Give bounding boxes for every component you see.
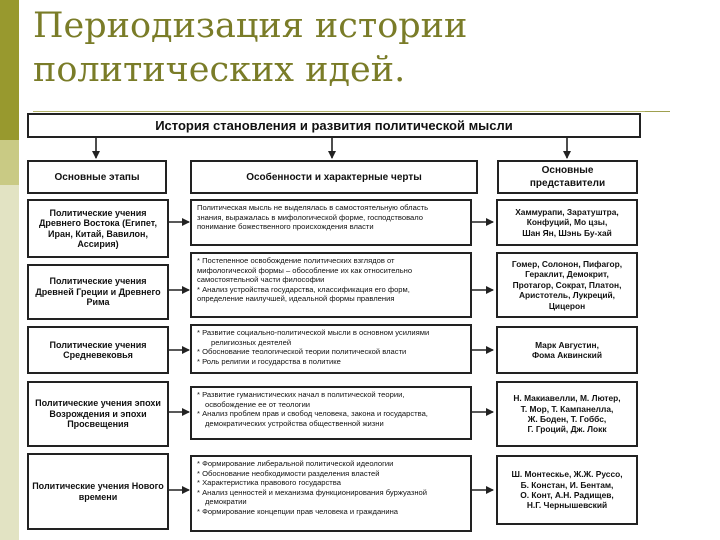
stage-ancient-greece-rome: Политические учения Древней Греции и Древнего Рима	[27, 264, 169, 320]
features-ancient-east	[190, 199, 472, 246]
feature-line: * Роль религии и государства в политике	[197, 356, 341, 366]
representative-line: Ж. Боден, Т. Гоббс,	[527, 414, 607, 424]
representatives-renaissance-enlightenment	[496, 381, 638, 447]
representative-line: Т. Мор, Т. Кампанелла,	[520, 403, 614, 414]
representative-line: Шан Ян, Шэнь Бу-хай	[522, 227, 612, 238]
features-renaissance-enlightenment	[190, 386, 472, 440]
features-ancient-greece-rome	[190, 252, 472, 318]
representatives-modern-times	[496, 455, 638, 525]
feature-line: * Обоснование необходимости разделения властей	[197, 468, 380, 478]
representative-line: Ш. Монтескье, Ж.Ж. Руссо,	[511, 469, 623, 480]
column-header-stages: Основные этапы	[27, 160, 167, 194]
representative-line: Г. Гроций, Дж. Локк	[527, 424, 607, 435]
representatives-ancient-greece-rome	[496, 252, 638, 318]
feature-line: * Формирование либеральной политической идеологии	[197, 459, 394, 468]
feature-line: демократии	[205, 497, 247, 507]
representative-line: Цицерон	[548, 300, 586, 311]
representative-line: Б. Констан, И. Бентам,	[520, 479, 614, 490]
feature-line: освобождение ее от теологии	[205, 399, 311, 409]
representative-line: Н. Макиавелли, М. Лютер,	[513, 393, 621, 404]
feature-line: знания, выражалась в мифологической форме, господствовало	[197, 212, 423, 222]
slide-title-line-1: Периодизация истории	[33, 6, 468, 46]
representative-line: Н.Г. Чернышевский	[526, 500, 608, 511]
representative-line: Аристотель, Лукреций,	[518, 290, 616, 301]
representative-line: Протагор, Сократ, Платон,	[512, 279, 622, 290]
stage-modern-times: Политические учения Нового времени	[27, 453, 169, 530]
column-header-representatives-line-1: Основные	[541, 165, 594, 176]
representatives-middle-ages	[496, 326, 638, 374]
feature-line: мифологической формы – обособление их как относительно	[197, 265, 413, 275]
representative-line: Фома Аквинский	[532, 350, 602, 360]
feature-line: * Анализ ценностей и механизма функционирования буржуазной	[197, 487, 427, 497]
feature-line: самостоятельной части философии	[197, 275, 325, 285]
representative-line: Хаммурапи, Заратуштра,	[515, 206, 619, 217]
diagram-main-header: История становления и развития политической мысли	[27, 113, 641, 138]
features-modern-times	[190, 455, 472, 532]
stage-renaissance-enlightenment: Политические учения эпохи Возрождения и эпохи Просвещения	[27, 381, 169, 447]
feature-line: * Характеристика правового государства	[197, 478, 341, 488]
feature-line: * Анализ проблем прав и свобод человека, закона и государства,	[197, 409, 428, 419]
feature-line: демократических устройства общественной жизни	[205, 418, 384, 428]
feature-line: определение наилучшей, идеальной формы правления	[197, 294, 395, 304]
feature-line: * Обоснование теологической теории политической власти	[197, 347, 407, 357]
feature-line: * Анализ устройства государства, классификация его форм,	[197, 284, 410, 294]
column-header-representatives	[497, 160, 638, 194]
feature-line: Политическая мысль не выделялась в самостоятельную область	[197, 203, 429, 212]
representative-line: О. Конт, А.Н. Радищев,	[520, 490, 614, 500]
column-header-features: Особенности и характерные черты	[190, 160, 478, 194]
stage-middle-ages: Политические учения Средневековья	[27, 326, 169, 374]
representative-line: Гераклит, Демокрит,	[525, 269, 609, 280]
feature-line: * Развитие социально-политической мысли в основном усилиями	[197, 328, 430, 337]
stage-ancient-east: Политические учения Древнего Востока (Египет, Иран, Китай, Вавилон, Ассирия)	[27, 199, 169, 258]
feature-line: * Формирование концепции прав человека и гражданина	[197, 506, 399, 516]
slide-title-line-2: политических идей.	[33, 50, 406, 90]
column-header-representatives-line-2: представители	[529, 178, 606, 189]
representative-line: Конфуций, Мо цзы,	[526, 217, 608, 228]
feature-line: * Постепенное освобождение политических взглядов от	[197, 256, 395, 265]
representative-line: Гомер, Солонон, Пифагор,	[511, 258, 623, 269]
feature-line: религиозных деятелей	[211, 337, 292, 347]
feature-line: понимание божественного происхождения власти	[197, 222, 374, 232]
feature-line: * Развитие гуманистических начал в политической теории,	[197, 390, 405, 399]
representative-line: Марк Августин,	[535, 339, 599, 350]
features-middle-ages	[190, 324, 472, 374]
representatives-ancient-east	[496, 199, 638, 246]
